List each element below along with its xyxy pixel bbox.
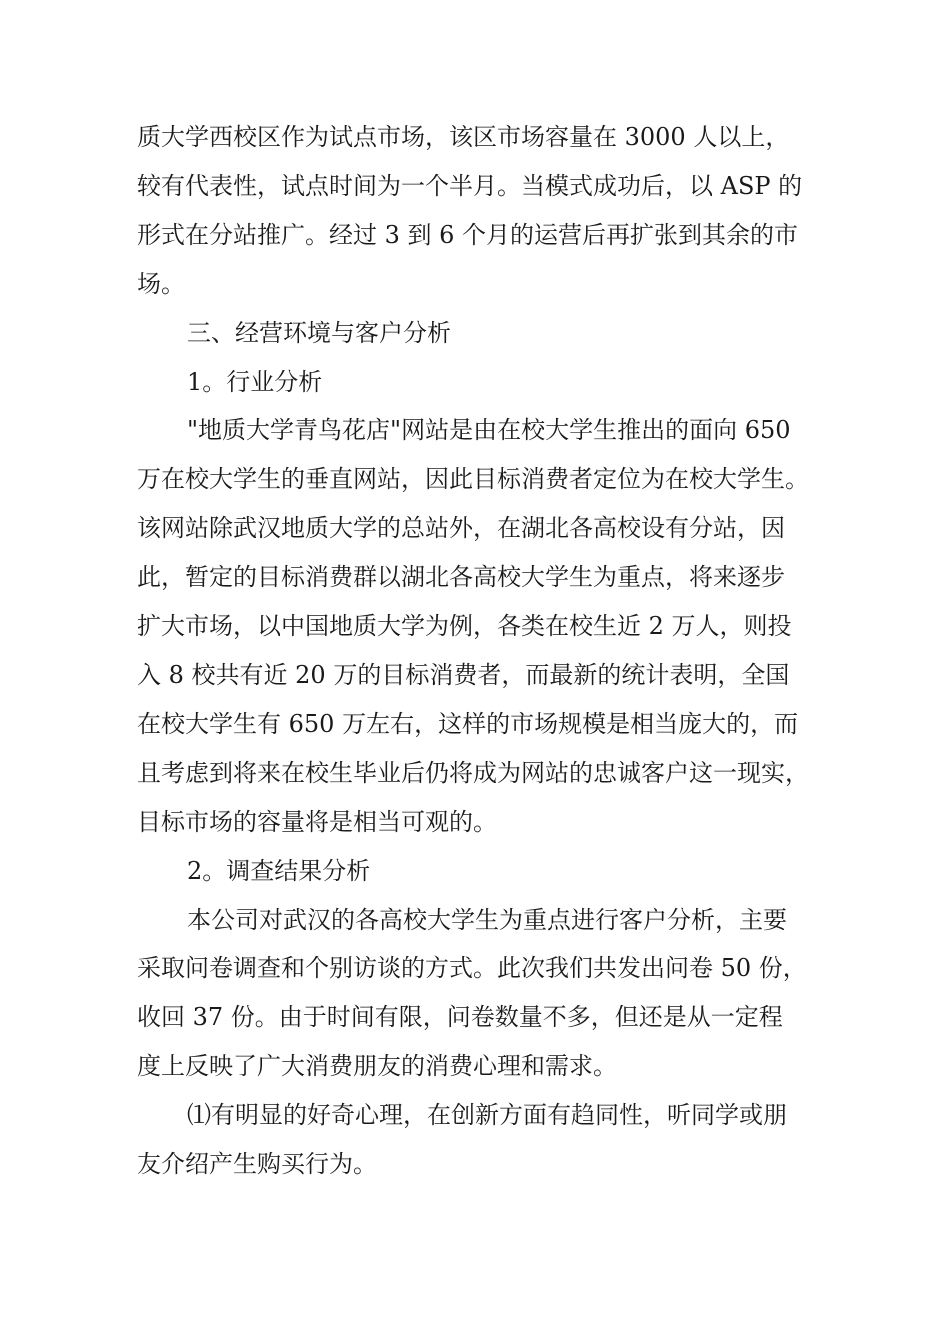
text-line: 目标市场的容量将是相当可观的。	[137, 807, 497, 836]
text-line: 万在校大学生的垂直网站，因此目标消费者定位为在校大学生。	[137, 465, 809, 494]
heading-text: 2。调查结果分析	[187, 856, 371, 885]
text-line: ⑴有明显的好奇心理，在创新方面有趋同性，听同学或朋	[187, 1101, 787, 1130]
text-line: 入 8 校共有近 20 万的目标消费者，而最新的统计表明，全国	[137, 660, 790, 689]
text-line: 度上反映了广大消费朋友的消费心理和需求。	[137, 1052, 617, 1081]
text-line: 该网站除武汉地质大学的总站外，在湖北各高校设有分站，因	[137, 514, 785, 543]
heading-text: 三、经营环境与客户分析	[187, 318, 451, 347]
document-body	[137, 113, 837, 1189]
text-line: 收回 37 份。由于时间有限，问卷数量不多，但还是从一定程	[137, 1003, 783, 1032]
paragraph-survey-results	[137, 896, 837, 1092]
paragraph-pilot-market	[137, 113, 837, 309]
text-line: 采取问卷调查和个别访谈的方式。此次我们共发出问卷 50 份，	[137, 954, 807, 983]
text-line: 且考虑到将来在校生毕业后仍将成为网站的忠诚客户这一现实，	[137, 758, 809, 787]
text-line: 在校大学生有 650 万左右，这样的市场规模是相当庞大的，而	[137, 709, 799, 738]
text-line: 本公司对武汉的各高校大学生为重点进行客户分析，主要	[187, 905, 787, 934]
text-line: 较有代表性，试点时间为一个半月。当模式成功后，以 ASP 的	[137, 171, 803, 200]
text-line: 质大学西校区作为试点市场，该区市场容量在 3000 人以上，	[137, 123, 790, 151]
section-heading	[137, 309, 837, 358]
text-line: 友介绍产生购买行为。	[137, 1150, 377, 1179]
paragraph-finding-1	[137, 1091, 837, 1189]
subsection-heading-industry	[137, 358, 837, 407]
text-line: "地质大学青鸟花店"网站是由在校大学生推出的面向 650	[187, 416, 791, 445]
text-line: 形式在分站推广。经过 3 到 6 个月的运营后再扩张到其余的市	[137, 220, 799, 249]
subsection-heading-survey	[137, 847, 837, 896]
text-line: 扩大市场，以中国地质大学为例，各类在校生近 2 万人，则投	[137, 612, 792, 641]
text-line: 场。	[137, 269, 185, 298]
paragraph-industry-analysis	[137, 406, 837, 846]
text-line: 此，暂定的目标消费群以湖北各高校大学生为重点，将来逐步	[137, 563, 785, 592]
heading-text: 1。行业分析	[187, 367, 323, 396]
